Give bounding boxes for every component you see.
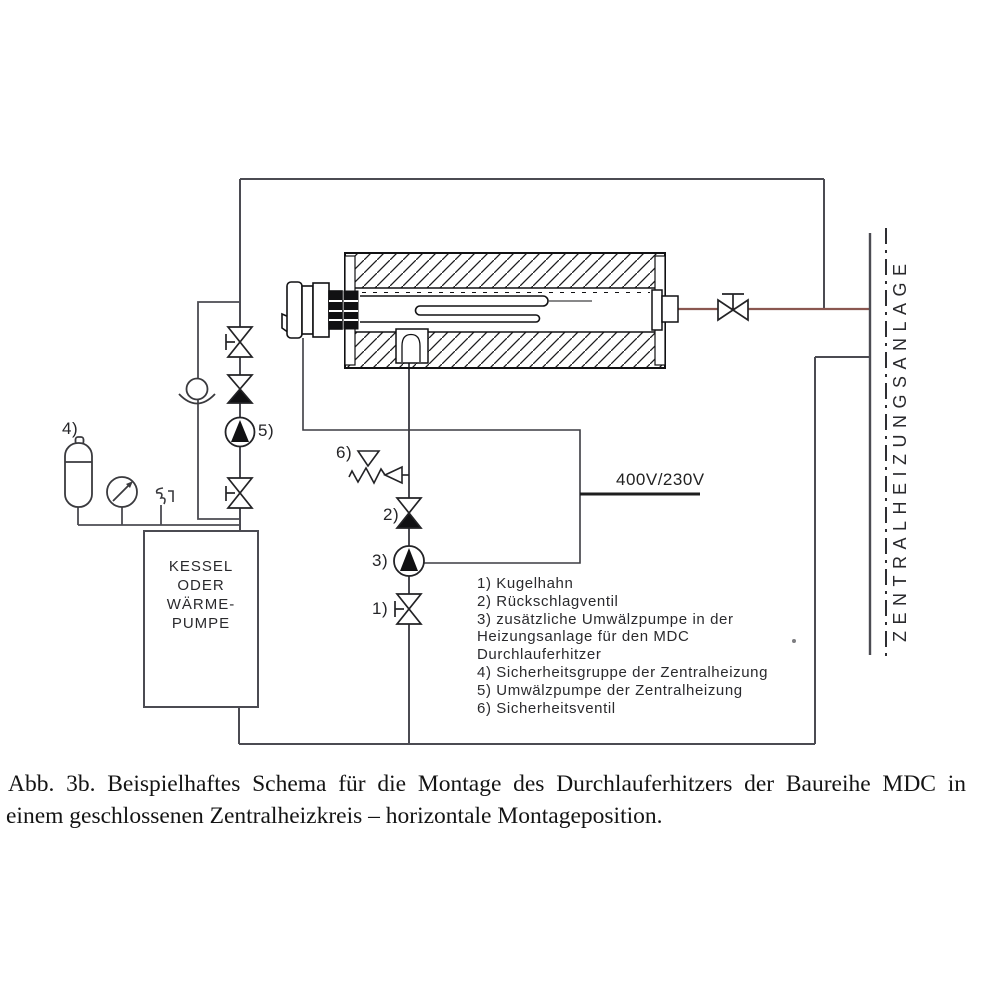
figure-caption-line2: einem geschlossenen Zentralheizkreis – horizontale Montageposition. [6, 803, 663, 829]
callout-2: 2) [383, 505, 400, 524]
callout-3: 3) [372, 551, 389, 570]
legend-line: 1) Kugelhahn [477, 575, 574, 592]
legend-line: 3) zusätzliche Umwälzpumpe in der [477, 610, 734, 628]
callout-1: 1) [372, 599, 389, 618]
callout-5: 5) [258, 421, 275, 440]
funnel-symbol [179, 379, 215, 404]
legend-line: 6) Sicherheitsventil [477, 699, 616, 717]
ball-valve-left-bottom [226, 478, 252, 508]
pressure-gauge [107, 477, 137, 507]
expansion-vessel [65, 437, 92, 507]
pump-3-symbol [394, 546, 424, 576]
heater-terminal-block [344, 291, 358, 329]
heater-unit [282, 253, 678, 368]
heater-cap [282, 282, 342, 338]
figure-caption-line1: Abb. 3b. Beispielhaftes Schema für die Montage des Durchlauferhitzers der Baureihe MDC in [8, 771, 966, 797]
legend-line: 2) Rückschlagventil [477, 592, 619, 610]
boiler-label-line4: PUMPE [171, 615, 231, 632]
callout-4: 4) [62, 419, 79, 438]
legend-line: Durchlauferhitzer [477, 646, 602, 664]
check-valve-2 [397, 498, 421, 528]
power-rating-label: 400V/230V [616, 470, 705, 489]
pump-5-symbol [226, 418, 255, 447]
scan-artifact-dot [792, 639, 796, 643]
boiler-label-line3: WÄRME- [166, 596, 236, 613]
safety-valve-symbol [349, 451, 409, 483]
boiler-label-line2: ODER [177, 577, 225, 594]
central-heating-plant-label: ZENTRALHEIZUNGSANLAGE [890, 257, 910, 642]
boiler-label [144, 557, 258, 633]
check-valve-left [228, 375, 252, 403]
legend-line: Heizungsanlage für den MDC [477, 628, 690, 646]
boiler-label-line1: KESSEL [168, 558, 234, 575]
ball-valve-left-top [226, 327, 252, 357]
callout-6: 6) [336, 443, 353, 462]
ball-valve-1 [395, 594, 421, 624]
heater-bottom-port [396, 329, 428, 363]
legend-line: 5) Umwälzpumpe der Zentralheizung [477, 681, 743, 699]
legend-line: 4) Sicherheitsgruppe der Zentralheizung [477, 663, 769, 681]
plant-boundary-lines [870, 228, 886, 660]
legend [477, 575, 768, 717]
safety-group-pipe [78, 505, 240, 525]
outlet-ball-valve [718, 294, 748, 320]
air-vent-symbol [157, 488, 173, 504]
